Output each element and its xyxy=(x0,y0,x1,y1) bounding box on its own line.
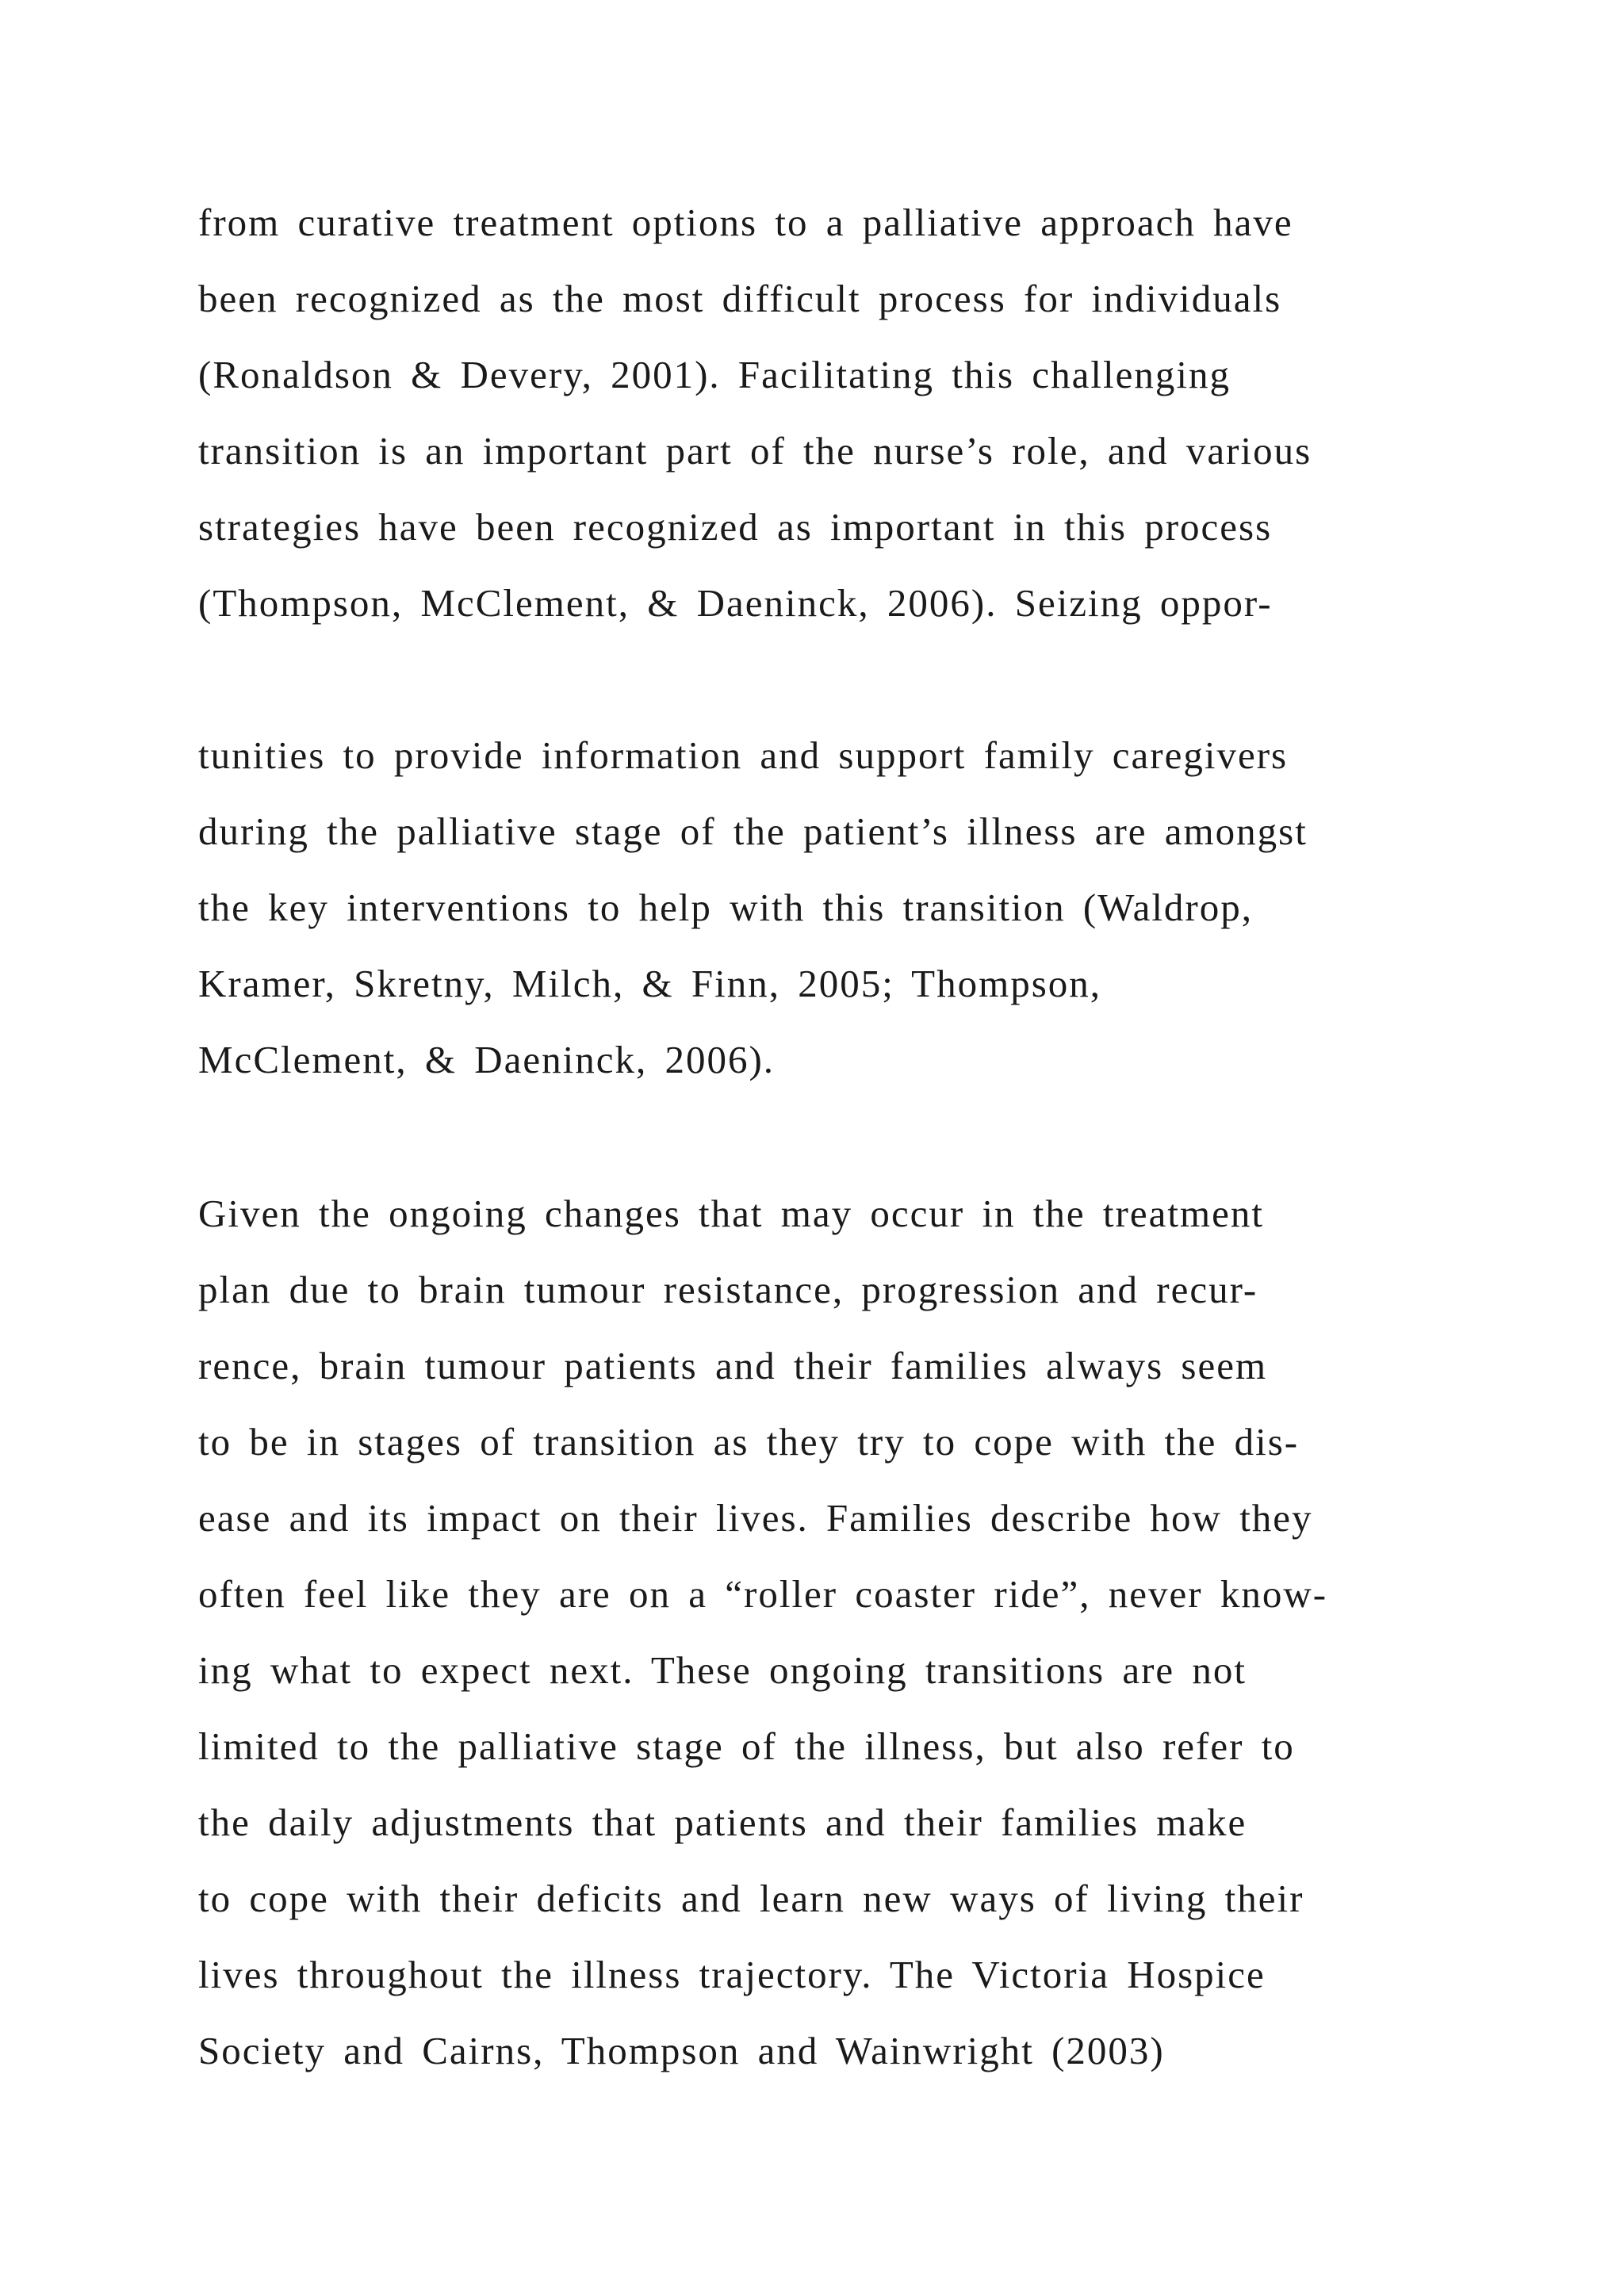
text-line: ease and its impact on their lives. Families describe how they xyxy=(198,1496,1313,1540)
paragraph-2 xyxy=(198,718,1435,1098)
text-line: limited to the palliative stage of the illness, but also refer to xyxy=(198,1724,1295,1768)
text-line: often feel like they are on a “roller coaster ride”, never know- xyxy=(198,1572,1328,1616)
text-line: Given the ongoing changes that may occur in the treatment xyxy=(198,1192,1264,1235)
text-line: Kramer, Skretny, Milch, & Finn, 2005; Thompson, xyxy=(198,962,1102,1005)
text-line: during the palliative stage of the patient’s illness are amongst xyxy=(198,809,1308,853)
text-line: tunities to provide information and support family caregivers xyxy=(198,733,1289,777)
text-line: Society and Cairns, Thompson and Wainwright (2003) xyxy=(198,2029,1165,2072)
text-line: lives throughout the illness trajectory. The Victoria Hospice xyxy=(198,1953,1266,1996)
text-line: the daily adjustments that patients and their families make xyxy=(198,1800,1247,1844)
text-line: to cope with their deficits and learn new ways of living their xyxy=(198,1877,1304,1920)
text-line: to be in stages of transition as they try to cope with the dis- xyxy=(198,1420,1300,1464)
text-line: plan due to brain tumour resistance, progression and recur- xyxy=(198,1268,1258,1311)
text-line: rence, brain tumour patients and their families always seem xyxy=(198,1344,1268,1387)
text-line: McClement, & Daeninck, 2006). xyxy=(198,1038,776,1081)
paragraph-3 xyxy=(198,1176,1435,2089)
text-line: the key interventions to help with this transition (Waldrop, xyxy=(198,886,1253,929)
text-line: transition is an important part of the nurse’s role, and various xyxy=(198,429,1312,473)
text-line: (Thompson, McClement, & Daeninck, 2006). Seizing oppor- xyxy=(198,581,1273,625)
text-line: from curative treatment options to a palliative approach have xyxy=(198,201,1293,244)
text-line: been recognized as the most difficult process for individuals xyxy=(198,277,1282,320)
text-line: ing what to expect next. These ongoing transitions are not xyxy=(198,1648,1247,1692)
paragraph-1 xyxy=(198,185,1435,641)
text-line: strategies have been recognized as important in this process xyxy=(198,505,1273,549)
text-line: (Ronaldson & Devery, 2001). Facilitating this challenging xyxy=(198,353,1231,396)
